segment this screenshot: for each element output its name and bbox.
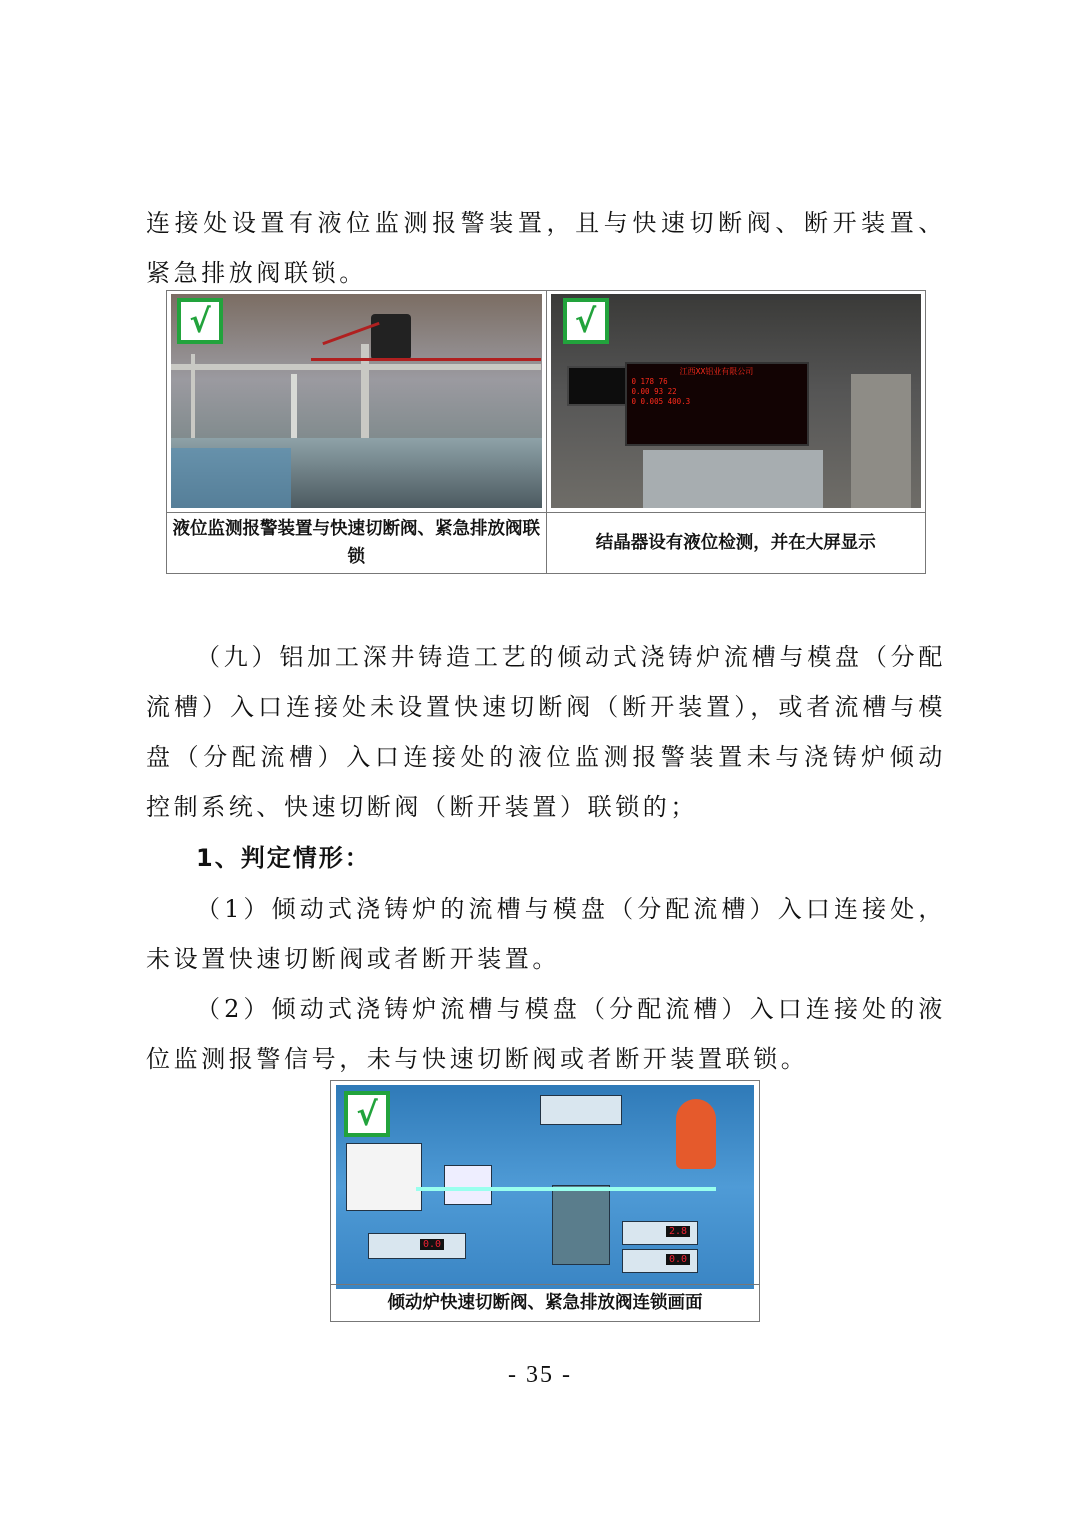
section-paragraph: （九）铝加工深井铸造工艺的倾动式浇铸炉流槽与模盘（分配流槽）入口连接处未设置快速切断阀（断开装置），或者流槽与模盘（分配流槽）入口连接处的液位监测报警装置未与浇铸炉倾动控制系统、快速切断阀（断开装置）联锁的；	[146, 643, 946, 821]
led-display	[625, 362, 809, 446]
bottom-figure	[330, 1080, 760, 1322]
check-mark-icon: √	[344, 1091, 390, 1137]
section-heading: 1、判定情形：	[196, 844, 371, 872]
led-title: 江西XX铝业有限公司	[679, 367, 754, 376]
pressure-value: 0.0	[666, 1254, 690, 1265]
flow-value: 2.8	[666, 1226, 690, 1237]
led-screen-photo	[551, 294, 922, 508]
led-row: 0 0.005 400.3	[631, 397, 691, 406]
intro-paragraph: 连接处设置有液位监测报警装置，且与快速切断阀、断开装置、紧急排放阀联锁。	[146, 209, 946, 287]
figure-caption: 结晶器设有液位检测，并在大屏显示	[595, 533, 876, 553]
factory-photo	[171, 294, 542, 508]
figure-caption: 倾动炉快速切断阀、紧急排放阀连锁画面	[331, 1284, 759, 1321]
monitor-icon	[567, 366, 629, 406]
figure-table	[166, 290, 926, 574]
hmi-screen-photo	[336, 1085, 754, 1289]
item-paragraph: （2）倾动式浇铸炉流槽与模盘（分配流槽）入口连接处的液位监测报警信号，未与快速切断阀或者断开装置联锁。	[146, 995, 946, 1073]
led-row: 0.00 93 22	[631, 387, 677, 396]
page-number: - 35 -	[508, 1362, 572, 1388]
check-mark-icon: √	[177, 298, 223, 344]
figure-caption: 液位监测报警装置与快速切断阀、紧急排放阀联锁	[172, 519, 540, 567]
check-mark-icon: √	[563, 298, 609, 344]
level-value: 0.0	[420, 1239, 444, 1250]
item-paragraph: （1）倾动式浇铸炉的流槽与模盘（分配流槽）入口连接处，未设置快速切断阀或者断开装置。	[146, 895, 946, 973]
led-row: 0 178 76	[631, 377, 668, 386]
